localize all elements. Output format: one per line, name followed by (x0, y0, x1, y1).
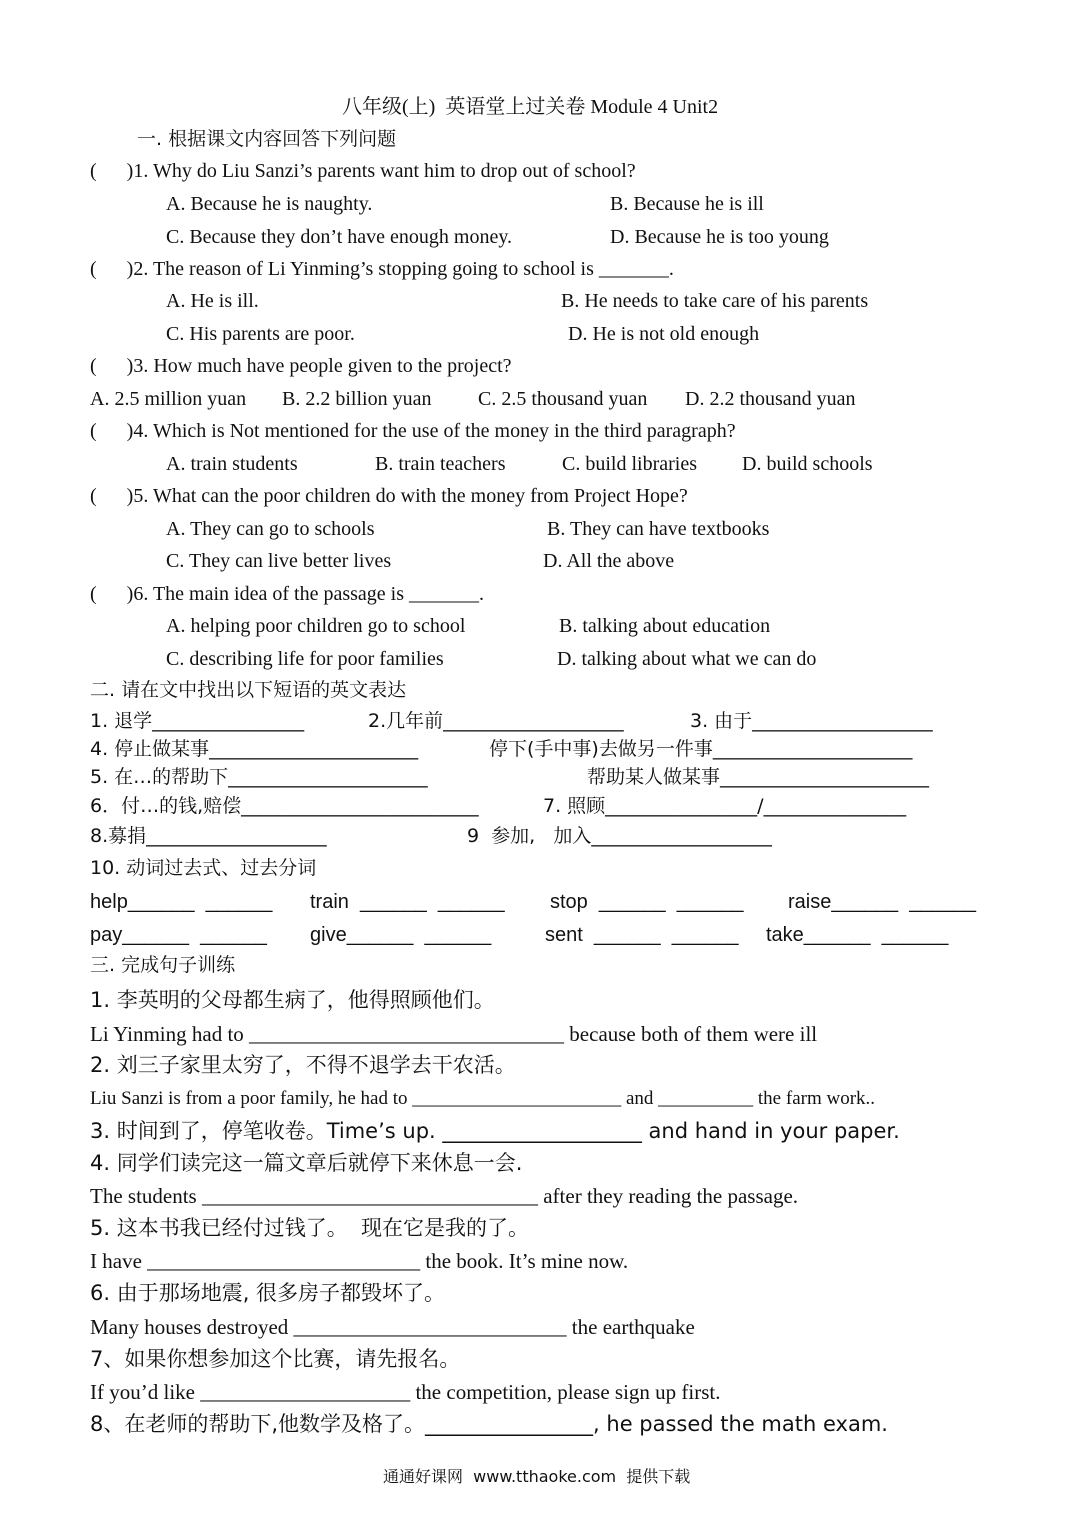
section1-heading: 一. 根据课文内容回答下列问题 (137, 128, 397, 150)
sentence-1-en: Li Yinming had to ______________________________ because both of them were ill (90, 1022, 818, 1046)
verb-sent: sent ______ ______ (545, 924, 739, 946)
question-6: ( )6. The main idea of the passage is _______. (90, 583, 484, 605)
phrase-9: 9 参加, 加入___________________ (467, 825, 772, 847)
verb-pay: pay______ ______ (90, 924, 267, 946)
sentence-3: 3. 时间到了，停笔收卷。Time’s up. ___________________ and hand in your paper. (90, 1119, 900, 1143)
verb-stop: stop ______ ______ (550, 891, 744, 913)
question-1: ( )1. Why do Liu Sanzi’s parents want him to drop out of school? (90, 160, 636, 182)
phrase-7: 7. 照顾________________/_______________ (543, 795, 907, 817)
sentence-2-zh: 2. 刘三子家里太穷了，不得不退学去干农活。 (90, 1053, 516, 1077)
verb-give: give______ ______ (310, 924, 492, 946)
phrase-8: 8.募捐___________________ (90, 825, 327, 847)
q6-option-d: D. talking about what we can do (557, 648, 817, 670)
q5-option-a: A. They can go to schools (166, 518, 375, 540)
q6-option-a: A. helping poor children go to school (166, 615, 466, 637)
verb-take: take______ ______ (766, 924, 949, 946)
sentence-7-zh: 7、如果你想参加这个比赛，请先报名。 (90, 1347, 461, 1371)
question-2: ( )2. The reason of Li Yinming’s stopping going to school is _______. (90, 258, 674, 280)
phrase-3: 3. 由于___________________ (690, 710, 933, 732)
sentence-4-zh: 4. 同学们读完这一篇文章后就停下来休息一会. (90, 1151, 523, 1175)
page-title: 八年级(上) 英语堂上过关卷 Module 4 Unit2 (342, 96, 719, 118)
q4-option-b: B. train teachers (375, 453, 506, 475)
question-4: ( )4. Which is Not mentioned for the use of the money in the third paragraph? (90, 420, 736, 442)
q2-option-c: C. His parents are poor. (166, 323, 355, 345)
phrase-5: 5. 在…的帮助下_____________________ (90, 766, 428, 788)
sentence-1-zh: 1. 李英明的父母都生病了，他得照顾他们。 (90, 988, 495, 1012)
q4-option-d: D. build schools (742, 453, 873, 475)
sentence-5-zh: 5. 这本书我已经付过钱了。 现在它是我的了。 (90, 1216, 530, 1240)
phrase-1: 1. 退学________________ (90, 710, 305, 732)
q1-option-c: C. Because they don’t have enough money. (166, 226, 513, 248)
phrase-5b: 帮助某人做某事______________________ (587, 766, 930, 788)
verb-help: help______ ______ (90, 891, 273, 913)
q1-option-a: A. Because he is naughty. (166, 193, 373, 215)
sentence-7-en: If you’d like ____________________ the competition, please sign up first. (90, 1380, 721, 1404)
q3-option-c: C. 2.5 thousand yuan (478, 388, 648, 410)
verb-train: train ______ ______ (310, 891, 505, 913)
question-5: ( )5. What can the poor children do with the money from Project Hope? (90, 485, 688, 507)
section3-heading: 三. 完成句子训练 (90, 954, 236, 976)
section2-heading: 二. 请在文中找出以下短语的英文表达 (90, 679, 407, 701)
q3-option-a: A. 2.5 million yuan (90, 388, 247, 410)
phrase-4: 4. 停止做某事______________________ (90, 738, 419, 760)
sentence-4-en: The students ________________________________ after they reading the passage. (90, 1184, 799, 1208)
q2-option-a: A. He is ill. (166, 290, 259, 312)
phrase-6: 6．付…的钱,赔偿_________________________ (90, 795, 479, 817)
q5-option-d: D. All the above (543, 550, 675, 572)
sentence-2-en: Liu Sanzi is from a poor family, he had to ______________________ and __________ the farm work.. (90, 1088, 876, 1109)
q5-option-b: B. They can have textbooks (547, 518, 770, 540)
phrase-2: 2.几年前___________________ (368, 710, 624, 732)
sentence-6-zh: 6. 由于那场地震, 很多房子都毁坏了。 (90, 1281, 446, 1305)
q3-option-b: B. 2.2 billion yuan (282, 388, 432, 410)
q2-option-b: B. He needs to take care of his parents (561, 290, 869, 312)
q4-option-c: C. build libraries (562, 453, 697, 475)
question-3: ( )3. How much have people given to the project? (90, 355, 512, 377)
q6-option-b: B. talking about education (559, 615, 771, 637)
phrase-4b: 停下(手中事)去做另一件事_____________________ (489, 738, 913, 760)
q3-option-d: D. 2.2 thousand yuan (685, 388, 856, 410)
sentence-8: 8、在老师的帮助下,他数学及格了。________________, he passed the math exam. (90, 1412, 888, 1436)
phrase-10-heading: 10. 动词过去式、过去分词 (90, 857, 317, 879)
q1-option-d: D. Because he is too young (610, 226, 829, 248)
q6-option-c: C. describing life for poor families (166, 648, 444, 670)
sentence-5-en: I have __________________________ the book. It’s mine now. (90, 1249, 629, 1273)
sentence-6-en: Many houses destroyed __________________________ the earthquake (90, 1315, 695, 1339)
q4-option-a: A. train students (166, 453, 298, 475)
verb-raise: raise______ ______ (788, 891, 976, 913)
page-footer: 通通好课网 www.tthaoke.com 提供下载 (383, 1467, 691, 1486)
q2-option-d: D. He is not old enough (568, 323, 760, 345)
q1-option-b: B. Because he is ill (610, 193, 764, 215)
q5-option-c: C. They can live better lives (166, 550, 392, 572)
